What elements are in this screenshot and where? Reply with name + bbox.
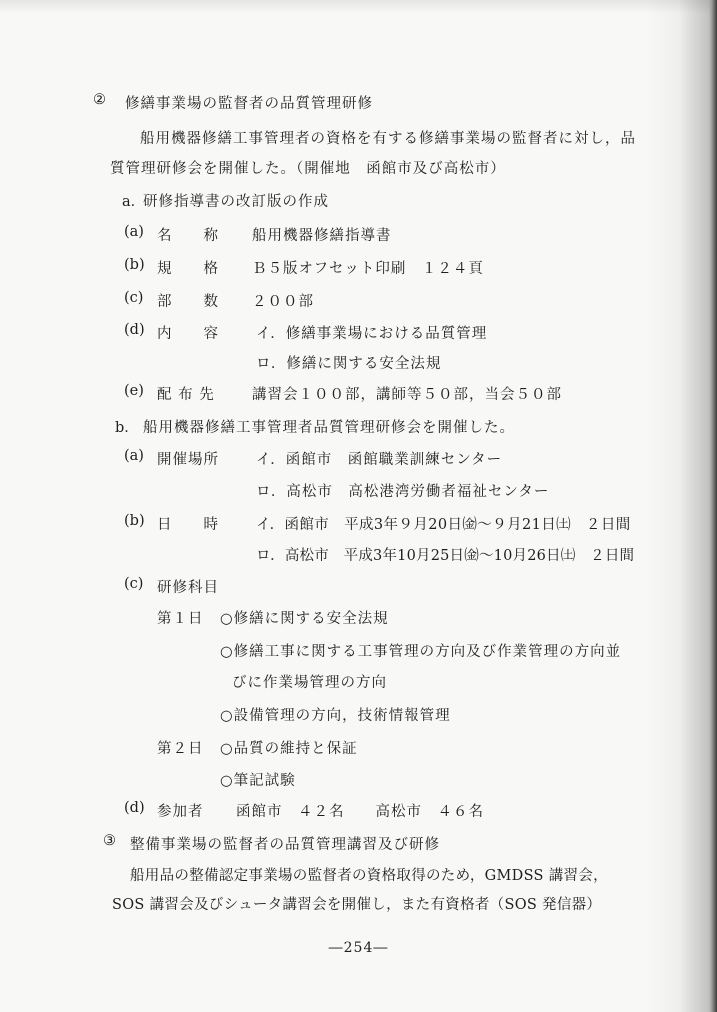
row-d-label: 内 容 (157, 326, 219, 342)
section2-para-line2: 質管理研修会を開催した。（開催地 函館市及び高松市） (110, 161, 506, 177)
participants-marker: (d) (124, 800, 145, 816)
row-e-value: 講習会１００部，講師等５０部，当会５０部 (252, 387, 562, 403)
day1-item-1: ○修繕に関する安全法規 (220, 611, 389, 627)
item-a-title: 研修指導書の改訂版の作成 (143, 194, 329, 210)
venue-row-2: ロ．高松市 高松港湾労働者福祉センター (256, 484, 550, 500)
day2-label: 第２日 (157, 741, 204, 757)
section2-heading: 修繕事業場の監督者の品質管理研修 (125, 96, 373, 112)
row-b-marker: (b) (124, 257, 145, 273)
row-d-value: イ．修繕事業場における品質管理 (256, 326, 488, 342)
dates-row-2: ロ．高松市 平成3年10月25日㈮～10月26日㈯ ２日間 (256, 548, 635, 564)
item-a-marker: a． (122, 194, 146, 210)
section2-para-line1: 船用機器修繕工事管理者の資格を有する修繕事業場の監督者に対し，品 (140, 131, 636, 147)
day1-item-4: ○設備管理の方向，技術情報管理 (220, 708, 451, 724)
venue-label: 開催場所 (157, 452, 219, 468)
row-a-value: 船用機器修繕指導書 (252, 228, 392, 244)
participants-value: 函館市 ４２名 高松市 ４６名 (236, 804, 484, 820)
dates-row-1: イ．函館市 平成3年９月20日㈮～９月21日㈯ ２日間 (256, 517, 631, 533)
page-top-shadow (0, 0, 717, 14)
day1-label: 第１日 (157, 611, 204, 627)
section2-number: ② (93, 92, 106, 108)
section3-para-line1: 船用品の整備認定事業場の監督者の資格取得のため，GMDSS 講習会， (130, 868, 608, 884)
item-b-marker: b． (115, 420, 139, 436)
row-e-marker: (e) (124, 383, 144, 399)
dates-marker: (b) (124, 513, 145, 529)
row-e-label: 配 布 先 (157, 387, 215, 403)
dates-label: 日 時 (157, 517, 219, 533)
section3-para-line2: SOS 講習会及びシュータ講習会を開催し，また有資格者（SOS 発信器） (112, 897, 602, 913)
row-a-marker: (a) (124, 224, 144, 240)
row-c-label: 部 数 (157, 294, 219, 310)
venue-row-1: イ．函館市 函館職業訓練センター (256, 452, 503, 468)
participants-label: 参加者 (157, 804, 204, 820)
row-c-value: ２００部 (252, 294, 314, 310)
row-b-value: Ｂ５版オフセット印刷 １２４頁 (252, 261, 484, 277)
subjects-marker: (c) (124, 576, 144, 592)
page-number: ―254― (328, 940, 389, 956)
day1-item-2: ○修繕工事に関する工事管理の方向及び作業管理の方向並 (220, 644, 622, 660)
section3-heading: 整備事業場の監督者の品質管理講習及び研修 (130, 837, 440, 853)
page-binding-shadow (647, 0, 717, 1012)
item-b-title: 船用機器修繕工事管理者品質管理研修会を開催した。 (143, 420, 515, 436)
day2-item-1: ○品質の維持と保証 (220, 741, 358, 757)
subjects-label: 研修科目 (157, 580, 219, 596)
row-d-marker: (d) (124, 322, 145, 338)
row-b-label: 規 格 (157, 261, 219, 277)
section3-number: ③ (103, 833, 116, 849)
row-a-label: 名 称 (157, 228, 219, 244)
row-c-marker: (c) (124, 290, 144, 306)
page-edge (711, 0, 717, 1012)
row-d-value2: ロ．修繕に関する安全法規 (256, 356, 442, 372)
day1-item-3: びに作業場管理の方向 (232, 675, 387, 691)
day2-item-2: ○筆記試験 (220, 773, 296, 789)
venue-marker: (a) (124, 448, 144, 464)
